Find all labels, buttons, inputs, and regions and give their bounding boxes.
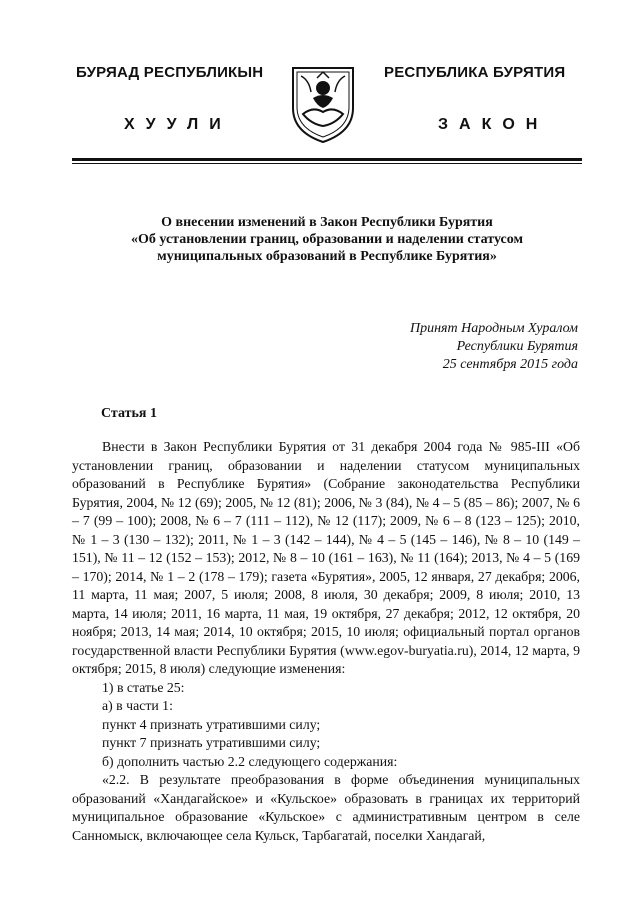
list-item: б) дополнить частью 2.2 следующего содержания: (102, 753, 398, 769)
adoption-line: Принят Народным Хуралом (409, 321, 578, 336)
header-divider-thin (72, 163, 582, 164)
coat-of-arms-emblem-icon (289, 62, 357, 144)
header-divider-thick (72, 158, 582, 161)
adoption-line: Республики Бурятия (456, 339, 578, 354)
law-title-line: «Об установлении границ, образовании и наделении статусом (130, 232, 523, 247)
law-title (80, 214, 574, 265)
header-left-subtitle: ХУУЛИ (124, 116, 232, 133)
article-body (72, 438, 580, 845)
law-title-line: О внесении изменений в Закон Республики Бурятия (161, 215, 493, 230)
list-item: пункт 7 признать утратившими силу; (102, 735, 321, 750)
header-right-subtitle: ЗАКОН (438, 116, 549, 133)
article-heading: Статья 1 (101, 406, 157, 421)
header-left-title: БУРЯАД РЕСПУБЛИКЫН (76, 64, 264, 81)
adoption-date: 25 сентября 2015 года (442, 357, 578, 372)
law-title-line: муниципальных образований в Республике Бурятия» (157, 249, 497, 264)
list-item: а) в части 1: (102, 698, 173, 713)
quote-paragraph: «2.2. В результате преобразования в форме объединения муниципальных образований «Хандагайское» и «Кульское» образовать в границах их территорий муниципальное образование «Кульское» с административным центром в селе Санномыск, включающее села Кульск, Тарбагатай, поселки Хандагай, (72, 772, 580, 843)
header-right-title: РЕСПУБЛИКА БУРЯТИЯ (384, 64, 566, 81)
list-item: 1) в статье 25: (102, 679, 185, 695)
list-item: пункт 4 признать утратившими силу; (102, 716, 321, 732)
intro-paragraph: Внести в Закон Республики Бурятия от 31 декабря 2004 года № 985-III «Об установлении границ, образовании и наделении статусом муниципальных образований в Республике Бурятия» (Собрание законодательства Республики Бурятия, 2004, № 12 (69); 2005, № 12 (81); 2006, № 3 (84), № 4 – 5 (85 – 86); 2007, № 6 – 7 (99 – 100); 2008, № 6 – 7 (111 – 112), № 12 (117); 2009, № 6 – 8 (123 – 125); 2010, № 1 – 3 (130 – 132); 2011, № 1 – 3 (142 – 144), № 4 – 5 (145 – 146), № 8 – 10 (149 – 151), № 11 – 12 (152 – 153); 2012, № 8 – 10 (161 – 163), № 11 (164); 2013, № 4 – 5 (169 – 170); 2014, № 1 – 2 (178 – 179); газета «Бурятия», 2005, 12 января, 27 декабря; 2006, 11 марта, 11 мая; 2007, 5 июля; 2008, 8 июля, 30 декабря; 2009, 8 июля; 2010, 13 марта, 14 июля; 2011, 16 марта, 11 мая, 19 октября, 27 декабря; 2012, 12 октября, 20 ноября; 2013, 14 мая; 2014, 10 октября; 2015, 10 июля; официальный портал органов государственной власти Республики Бурятия (www.egov-buryatia.ru), 2014, 12 марта, 9 октября; 2015, 8 июля) следующие изменения: (72, 439, 580, 676)
adoption-note (410, 320, 578, 374)
